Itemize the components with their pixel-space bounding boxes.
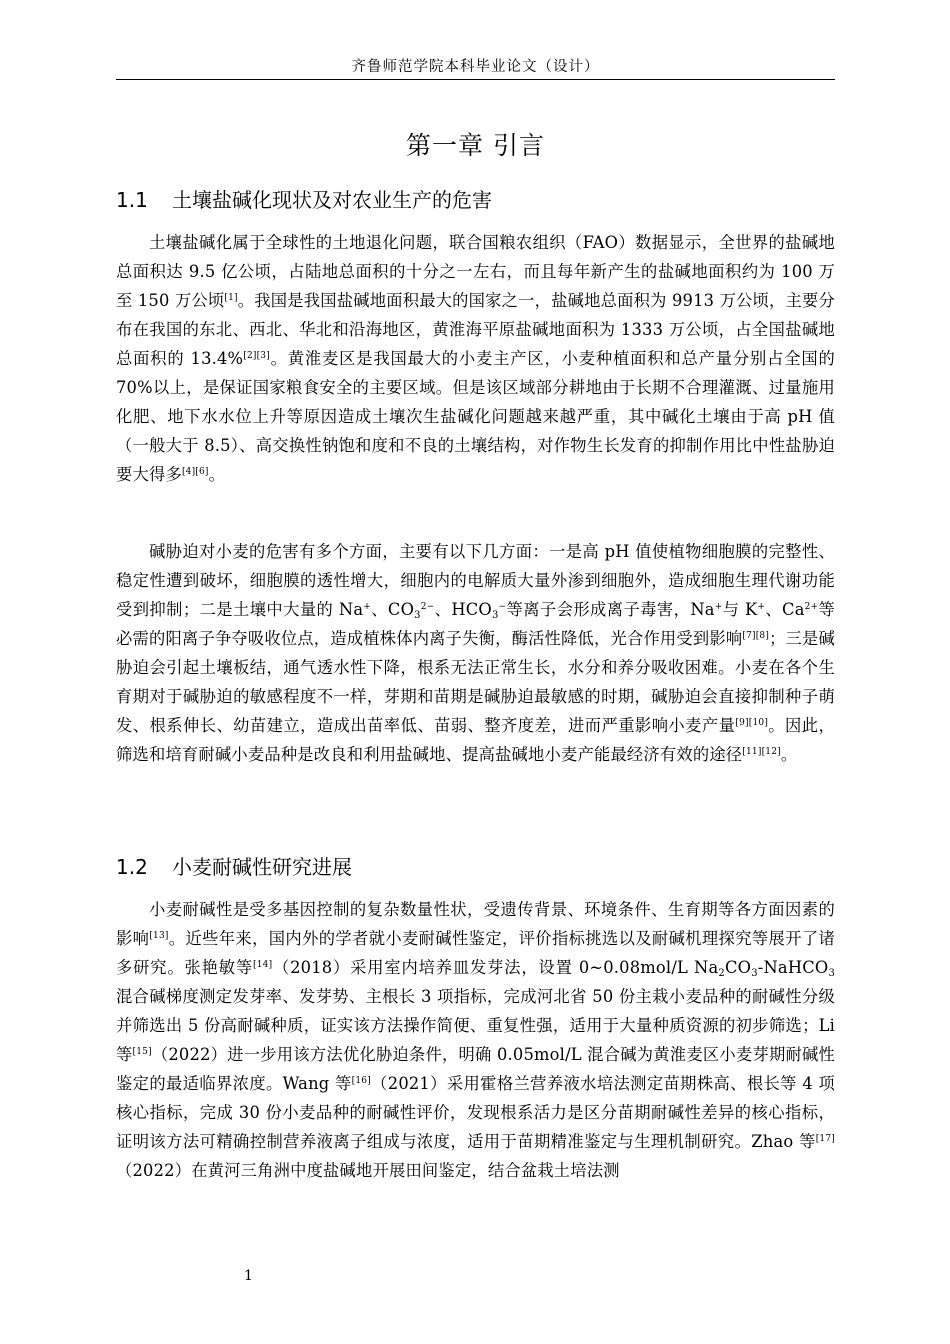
text-run: 土壤盐碱化属于全球性的土地退化问题，联合国粮农组织（FAO）数据显示，全世界的盐碱地总面积达 9.5 亿公顷，占陆地总面积的十分之一左右，而且每年新产生的盐碱地面积约为 100 万至 150 万公顷 <box>116 233 835 310</box>
text-run: 。我国是我国盐碱地面积最大的国家之一，盐碱地总面积为 9913 万公顷，主要分布在我国的东北、西北、华北和沿海地区，黄淮海平原盐碱地面积为 1333 万公顷，占全国盐碱地总面积的 13.4% <box>116 291 835 368</box>
text-run: （2018）采用室内培养皿发芽法，设置 0~0.08mol/L Na <box>272 958 719 977</box>
superscript: 2− <box>420 602 435 612</box>
text-run: 。黄淮麦区是我国最大的小麦主产区，小麦种植面积和总产量分别占全国的 70%以上，是保证国家粮食安全的主要区域。但是该区域部分耕地由于长期不合理灌溉、过量施用化肥、地下水水位上升等原因造成土壤次生盐碱化问题越来越严重，其中碱化土壤由于高 pH 值（一般大于 8.5）、高交换性钠饱和度和不良的土壤结构，对作物生长发育的抑制作用比中性盐胁迫要大得多 <box>116 349 835 484</box>
superscript: + <box>714 602 723 612</box>
header-divider <box>116 79 835 80</box>
text-run: （2021）采用霍格兰营养液水培法测定苗期株高、根长等 4 项核心指标，完成 30 份小麦品种的耐碱性评价，发现根系活力是区分苗期耐碱性差异的核心指标，证明该方法可精确控制营养液离子组成与浓度，适用于苗期精准鉴定与生理机制研究。Zhao 等 <box>116 1074 835 1151</box>
section-title: 土壤盐碱化现状及对农业生产的危害 <box>172 188 492 212</box>
citation: [15] <box>132 1047 152 1057</box>
citation: [7][8] <box>742 631 770 641</box>
subscript: 3 <box>491 610 499 621</box>
paragraph-salinization <box>116 228 835 489</box>
section-title: 小麦耐碱性研究进展 <box>172 855 352 879</box>
text-run: 。 <box>780 745 798 764</box>
text-run: 碱胁迫对小麦的危害有多个方面，主要有以下几方面：一是高 pH 值使植物细胞膜的完整性、稳定性遭到破坏，细胞膜的透性增大，细胞内的电解质大量外渗到细胞外，造成细胞生理代谢功能受到抑制；二是土壤中大量的 Na <box>116 542 835 619</box>
citation: [2][3] <box>243 351 270 361</box>
text-run: 。因此，筛选和培育耐碱小麦品种是改良和利用盐碱地、提高盐碱地小麦产能最经济有效的途径 <box>116 716 835 764</box>
subscript: 3 <box>751 968 758 979</box>
text-run: 与 K <box>722 600 758 619</box>
citation: [16] <box>351 1076 371 1086</box>
citation: [13] <box>149 931 169 941</box>
text-run: 等必需的阳离子争夺吸收位点，造成植株体内离子失衡，酶活性降低，光合作用受到影响 <box>116 600 836 648</box>
text-run: 。近些年来，国内外的学者就小麦耐碱性鉴定，评价指标挑选以及耐碱机理探究等展开了诸多研究。张艳敏等 <box>116 929 835 977</box>
superscript: − <box>498 602 507 612</box>
section-heading-1-1 <box>116 184 492 213</box>
text-run: 混合碱梯度测定发芽率、发芽势、主根长 3 项指标，完成河北省 50 份主栽小麦品种的耐碱性分级并筛选出 5 份高耐碱种质，证实该方法操作简便、重复性强，适用于大量种质资源的初步筛选；Li 等 <box>116 987 835 1064</box>
superscript: 2+ <box>804 602 819 612</box>
paragraph-alkali-stress <box>116 537 835 769</box>
chapter-title: 第一章 引言 <box>406 131 545 160</box>
citation: [9][10] <box>735 718 769 728</box>
text-run: 等离子会形成离子毒害，Na <box>506 600 715 619</box>
citation: [17] <box>815 1134 835 1144</box>
text-run: 、Ca <box>765 600 805 619</box>
text-run: CO <box>724 958 752 977</box>
paragraph-research-progress <box>116 895 835 1185</box>
subscript: 3 <box>414 610 421 621</box>
text-run: 、CO <box>370 600 415 619</box>
section-number: 1.2 <box>116 855 148 879</box>
superscript: + <box>363 602 371 612</box>
subscript: 3 <box>828 968 835 979</box>
citation: [14] <box>253 960 273 970</box>
text-run: 。 <box>208 465 226 484</box>
citation: [4][6] <box>181 467 209 477</box>
page-number: 1 <box>244 1268 253 1284</box>
text-run: （2022）进一步用该方法优化胁迫条件，明确 0.05mol/L 混合碱为黄淮麦区小麦芽期耐碱性鉴定的最适临界浓度。Wang 等 <box>116 1045 835 1093</box>
section-heading-1-2 <box>116 851 352 880</box>
citation: [1] <box>224 293 238 303</box>
text-run: 小麦耐碱性是受多基因控制的复杂数量性状，受遗传背景、环境条件、生育期等各方面因素的影响 <box>116 900 835 948</box>
text-run: -NaHCO <box>757 958 829 977</box>
text-run: ；三是碱胁迫会引起土壤板结，通气透水性下降，根系无法正常生长，水分和养分吸收困难。小麦在各个生育期对于碱胁迫的敏感程度不一样，芽期和苗期是碱胁迫最敏感的时期，碱胁迫会直接抑制种子萌发、根系伸长、幼苗建立，造成出苗率低、苗弱、整齐度差，进而严重影响小麦产量 <box>116 629 835 735</box>
text-run: 、HCO <box>434 600 492 619</box>
text-run: （2022）在黄河三角洲中度盐碱地开展田间鉴定，结合盆栽土培法测 <box>116 1161 620 1180</box>
superscript: + <box>757 602 766 612</box>
page-header: 齐鲁师范学院本科毕业论文（设计） <box>351 59 600 75</box>
citation: [11][12] <box>742 747 781 757</box>
subscript: 2 <box>718 968 725 979</box>
section-number: 1.1 <box>116 188 148 212</box>
